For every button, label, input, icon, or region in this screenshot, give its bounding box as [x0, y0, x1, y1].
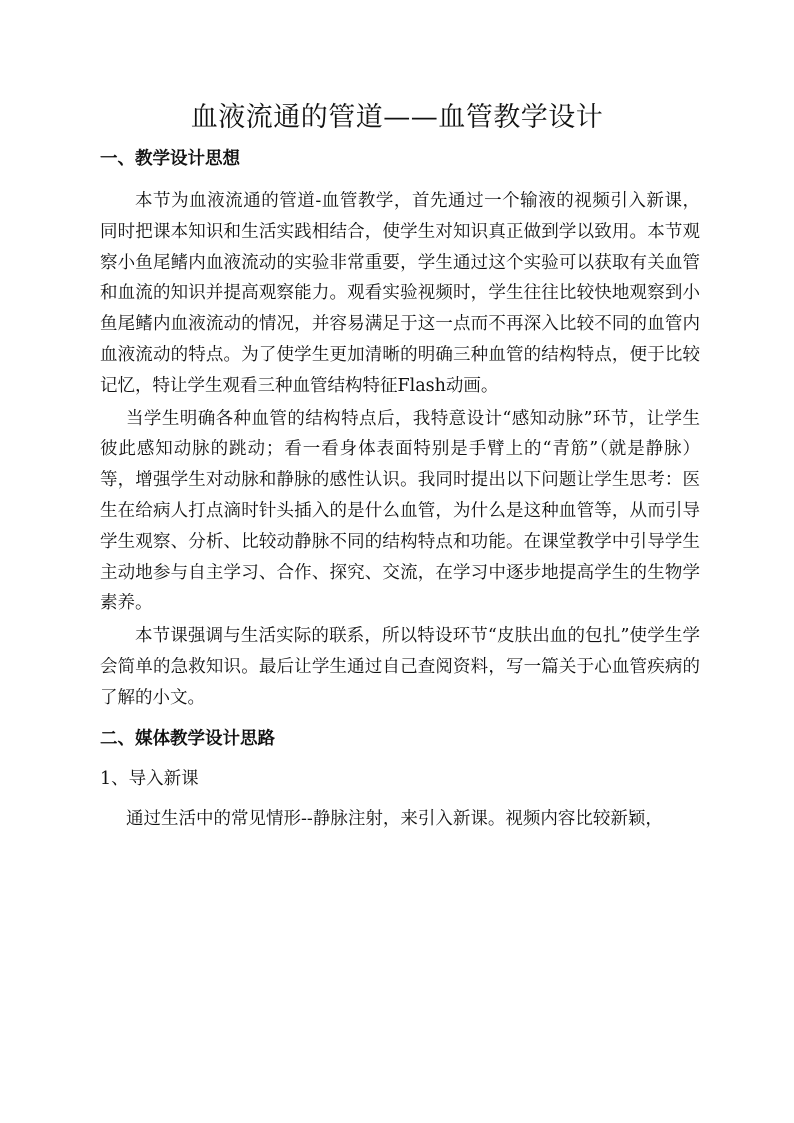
- paragraph-life-connection: 本节课强调与生活实际的联系，所以特设环节“皮肤出血的包扎”使学生学会简单的急救知识。最后让学生通过自己查阅资料，写一篇关于心血管疾病的了解的小文。: [100, 626, 700, 708]
- section-heading-media-design: 二、媒体教学设计思路: [100, 728, 275, 749]
- document-body: [100, 144, 700, 834]
- section-heading-design-idea: 一、教学设计思想: [100, 149, 240, 169]
- subheading-lesson-intro: 1、导入新课: [100, 768, 199, 789]
- document-title: 血液流通的管道——血管教学设计: [190, 102, 604, 133]
- paragraph-perceive-artery: 当学生明确各种血管的结构特点后，我特意设计“感知动脉”环节，让学生彼此感知动脉的跳动；看一看身体表面特别是手臂上的“青筋”（就是静脉）等，增强学生对动脉和静脉的感性认识。我同时提出以下问题让学生思考：医生在给病人打点滴时针头插入的是什么血管，为什么是这种血管等，从而引导学生观察、分析、比较动静脉不同的结构特点和功能。在课堂教学中引导学生主动地参与自主学习、合作、探究、交流，在学习中逐步地提高学生的生物学素养。: [100, 408, 700, 614]
- paragraph-intro: 本节为血液流通的管道-血管教学，首先通过一个输液的视频引入新课，同时把课本知识和生活实践相结合，使学生对知识真正做到学以致用。本节观察小鱼尾鳍内血液流动的实验非常重要，学生通过这个实验可以获取有关血管和血流的知识并提高观察能力。观看实验视频时，学生往往比较快地观察到小鱼尾鳍内血液流动的情况，并容易满足于这一点而不再深入比较不同的血管内血液流动的特点。为了使学生更加清晰的明确三种血管的结构特点，便于比较记忆，特让学生观看三种血管结构特征Flash动画。: [100, 191, 700, 396]
- paragraph-lesson-intro: 通过生活中的常见情形--静脉注射，来引入新课。视频内容比较新颖，: [126, 808, 663, 829]
